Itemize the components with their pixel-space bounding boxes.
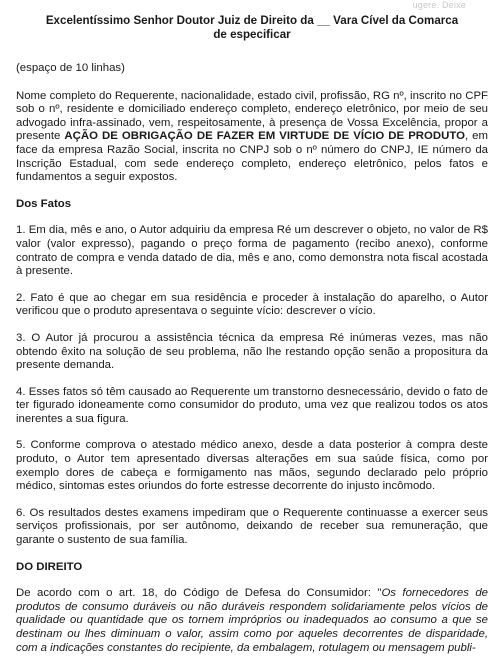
intro-paragraph: [16, 90, 488, 185]
law-heading: DO DIREITO: [16, 560, 83, 573]
law-quote: Os fornecedores de produtos de consumo duráveis ou não duráveis respondem solidariamente pelos vícios de qualidade ou quantidade que os tornem impróprios ou inadequados ao consumo a que se destinam ou lhes diminuam o valor, assim como por aqueles decorrentes de disparidade, com a indicações constantes do recipiente, da embalagem, rotulagem ou mensagem publi-: [16, 587, 488, 654]
fact-paragraph-3: 3. O Autor já procurou a assistência técnica da empresa Ré inúmeras vezes, mas não obtendo êxito na solução de seu problema, não lhe restando opção senão a propositura da presente demanda.: [16, 331, 488, 372]
fact-paragraph-5: 5. Conforme comprova o atestado médico anexo, desde a data posterior à compra deste produto, o Autor tem apresentado diversas alterações em sua saúde física, como por exemplo dores de cabeça e formigamento nas mãos, segundo declarado pelo próprio médico, sintomas estes oriundos do forte estresse decorrente do injusto incômodo.: [16, 439, 488, 493]
document-body: [16, 14, 488, 668]
law-paragraph: [16, 587, 488, 655]
fact-paragraph-6: 6. Os resultados destes examens impediram que o Requerente continuasse a exercer seus serviços profissionais, por ser autônomo, deixando de receber sua remuneração, que garante o sustento de sua família.: [16, 506, 488, 547]
facts-heading: Dos Fatos: [16, 197, 72, 210]
title-line-1: Excelentíssimo Senhor Doutor Juiz de Direito da __ Vara Cível da Comarca: [45, 14, 459, 27]
spacing-note: (espaço de 10 linhas): [16, 62, 125, 74]
law-intro: De acordo com o art. 18, do Código de Defesa do Consumidor: ": [16, 587, 382, 600]
fact-paragraph-4: 4. Esses fatos só têm causado ao Requerente um transtorno desnecessário, devido o fato de ter figurado idoneamente como consumidor do produto, uma vez que realizou todos os atos inerentes a sua figura.: [16, 385, 488, 425]
document-title: [16, 14, 488, 42]
fact-paragraph-2: 2. Fato é que ao chegar em sua residência e proceder à instalação do aparelho, o Autor verificou que o produto apresentava o seguinte vício: descrever o vício.: [16, 291, 488, 318]
title-line-2: de especificar: [213, 28, 291, 41]
action-title: AÇÃO DE OBRIGAÇÃO DE FAZER EM VIRTUDE DE VÍCIO DE PRODUTO: [64, 130, 465, 143]
intro-text-1: Nome completo do Requerente, nacionalidade, estado civil, profissão, RG nº, inscrito no CPF sob o nº, residente e domiciliado endereço completo, endereço eletrônico, por meio de seu advogado infra-assinado, vem, respeitosamente, à presença de Vossa Excelência, propor a presente: [16, 89, 488, 143]
watermark-text: ugere. Deixe: [412, 0, 466, 10]
intro-text-2: , em face da empresa Razão Social, inscrita no CNPJ sob o nº número do CNPJ, IE número da Inscrição Estadual, com sede endereço completo, endereço eletrônico, pelos fatos e fundamentos a seguir expostos.: [16, 130, 489, 184]
fact-paragraph-1: 1. Em dia, mês e ano, o Autor adquiriu da empresa Ré um descrever o objeto, no valor de R$ valor (valor expresso), pagando o preço forma de pagamento (recibo anexo), conforme contrato de compra e venda datado de dia, mês e ano, como demonstra nota fiscal acostada à presente.: [16, 224, 488, 278]
